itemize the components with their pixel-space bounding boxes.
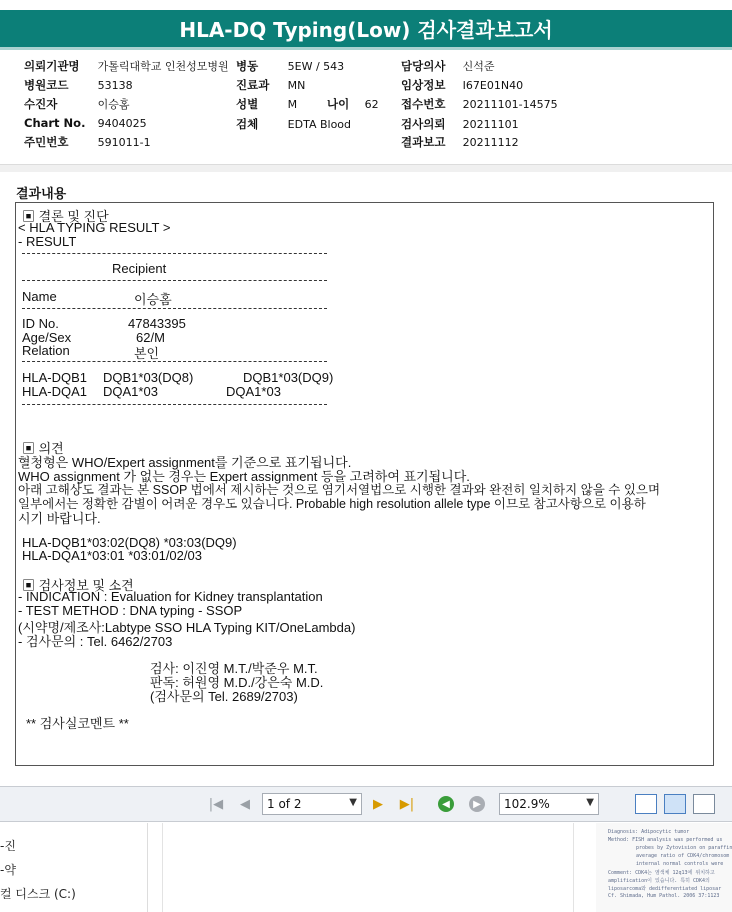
dqb1-allele-1: DQB1*03(DQ8) [103,370,194,385]
field-report-date [401,134,519,150]
field-label: 나이 [327,97,350,111]
field-doctor [401,58,495,74]
chevron-down-icon: ▼ [349,797,357,808]
field-request-date [401,116,519,132]
preview-line: Comment: CDK4는 염색체 12q13에 위치하고 [608,870,715,876]
field-value: 9404025 [97,117,147,130]
background-window [162,823,574,912]
age-sex-value: 62/M [136,330,165,345]
field-label: 성별 [236,97,259,111]
field-label: 접수번호 [401,97,446,111]
pdf-viewer-toolbar [0,786,732,822]
relation-label: Relation [22,343,70,358]
field-hospital-code [24,77,133,93]
field-value: 591011-1 [97,136,151,149]
field-value: 20211101-14575 [462,98,558,111]
preview-line: average ratio of CDK4/chromosom [636,853,730,859]
opinion-line-4: 일부에서는 정확한 감별이 어려운 경우도 있습니다. Probable high resolution allele type 이므로 참고사항으로 이용하 [18,497,646,511]
preview-line: liposarcoma와 dedifferentiated liposar [608,886,722,892]
test-method-line: - TEST METHOD : DNA typing - SSOP [18,603,243,618]
zoom-selector-value: 102.9% [504,797,550,811]
field-value: I67E01N40 [462,79,524,92]
field-value: MN [287,79,306,92]
background-document-preview [596,823,732,912]
field-value: 신석준 [462,60,495,73]
explorer-sidebar [0,823,148,912]
field-resident-number [24,134,151,150]
divider-line [22,308,327,309]
field-label: 담당의사 [401,59,446,73]
high-res-dqb1: HLA-DQB1*03:02(DQ8) *03:03(DQ9) [22,535,237,550]
field-label: 의뢰기관명 [24,59,80,73]
reader-line: 판독: 허원영 M.D./강은숙 M.D. [150,675,324,690]
opinion-heading: ▣ 의견 [22,441,64,456]
opinion-line-2: WHO assignment 가 없는 경우는 Expert assignment 등을 고려하여 표기됩니다. [18,469,470,484]
back-icon[interactable]: ◀ [438,796,454,812]
name-label: Name [22,289,57,304]
preview-line: amplification이 있습니다. 특히 CDK4의 [608,878,710,884]
divider-line [22,361,327,362]
field-value: 가톨릭대학교 인천성모병원 [97,60,229,73]
single-page-view-icon[interactable] [635,794,657,814]
field-label: 진료과 [236,78,270,92]
field-receipt-number [401,96,558,112]
field-label: 병동 [236,59,259,73]
field-clinical-info [401,77,523,93]
field-department [236,77,305,93]
dqb1-label: HLA-DQB1 [22,370,88,385]
grid-view-icon[interactable] [693,794,715,814]
lab-comment-heading: ** 검사실코멘트 ** [26,716,129,731]
field-value: M [287,98,298,111]
divider-line [22,253,327,254]
field-value: EDTA Blood [287,118,352,131]
report-title: HLA-DQ Typing(Low) 검사결과보고서 [0,10,732,47]
next-page-icon[interactable]: ▶ [373,796,383,812]
zoom-selector[interactable] [499,793,599,815]
preview-line: probes by Zytovision on paraffin [636,845,732,851]
high-res-dqa1: HLA-DQA1*03:01 *03:01/02/03 [22,548,202,563]
inquiry-line: - 검사문의 : Tel. 6462/2703 [18,634,173,649]
preview-line: Method: FISH analysis was performed us [608,837,723,843]
preview-line: Cf. Shimada, Hum Pathol. 2006 37:1123 [608,893,720,899]
id-label: ID No. [22,316,59,331]
age-sex-label: Age/Sex [22,330,72,345]
field-label: 병원코드 [24,78,69,92]
page-selector-value: 1 of 2 [267,797,302,811]
chevron-down-icon: ▼ [586,797,594,808]
field-specimen [236,116,351,132]
dqb1-allele-2: DQB1*03(DQ9) [243,370,334,385]
continuous-view-icon[interactable] [664,794,686,814]
field-label: Chart No. [24,116,86,130]
explorer-item[interactable]: -약 [0,863,16,877]
field-value: 20211112 [462,136,519,149]
report-content-box[interactable] [15,202,714,766]
results-section-title: 결과내용 [16,187,67,202]
field-age [327,96,379,112]
id-value: 47843395 [128,316,186,331]
opinion-line-1: 혈청형은 WHO/Expert assignment를 기준으로 표기됩니다. [18,455,352,470]
reagent-line: (시약명/제조사:Labtype SSO HLA Typing KIT/OneLambda) [18,620,356,635]
result-label: - RESULT [18,234,77,249]
contact-line: (검사문의 Tel. 2689/2703) [150,689,298,704]
opinion-line-3: 아래 고해상도 결과는 본 SSOP 법에서 제시하는 것으로 염기서열법으로 시행한 결과와 완전히 일치하지 않을 수 있으며 [18,483,661,497]
field-value: 53138 [97,79,133,92]
recipient-label: Recipient [112,261,167,276]
field-value: 이승홈 [97,98,130,111]
field-label: 결과보고 [401,135,446,149]
previous-page-icon[interactable]: ◀ [240,796,250,812]
field-requesting-institution [24,58,229,74]
header-separator [0,164,732,172]
forward-icon[interactable]: ▶ [469,796,485,812]
field-patient-name [24,96,130,112]
field-label: 주민번호 [24,135,69,149]
field-value: 62 [364,98,379,111]
page-selector[interactable] [262,793,362,815]
dqa1-label: HLA-DQA1 [22,384,88,399]
conclusion-heading: ▣ 결론 및 진단 [22,209,109,224]
divider-line [22,404,327,405]
divider-line [22,280,327,281]
field-chart-number [24,116,147,130]
last-page-icon[interactable]: ▶| [399,796,415,812]
explorer-item-local-disk[interactable]: 컬 디스크 (C:) [0,887,76,901]
name-value: 이승홈 [134,292,172,307]
title-underline [0,47,732,50]
field-label: 검사의뢰 [401,117,446,131]
typing-result-heading: < HLA TYPING RESULT > [18,220,171,235]
field-value: 5EW / 543 [287,60,345,73]
opinion-line-5: 시기 바랍니다. [18,511,101,526]
indication-line: - INDICATION : Evaluation for Kidney transplantation [18,589,323,604]
field-value: 20211101 [462,118,519,131]
field-ward [236,58,344,74]
preview-line: Diagnosis: Adipocytic tumor [608,829,690,835]
dqa1-allele-1: DQA1*03 [103,384,158,399]
explorer-item[interactable]: -진 [0,839,16,853]
field-label: 수진자 [24,97,58,111]
field-label: 검체 [236,117,259,131]
dqa1-allele-2: DQA1*03 [226,384,281,399]
field-label: 임상정보 [401,78,446,92]
preview-line: internal normal controls were [636,861,724,867]
relation-value: 본인 [134,346,160,361]
first-page-icon[interactable]: |◀ [208,796,224,812]
field-sex [236,96,297,112]
test-info-heading: ▣ 검사정보 및 소견 [22,578,134,593]
technologist-line: 검사: 이진영 M.T./박준우 M.T. [150,661,318,676]
